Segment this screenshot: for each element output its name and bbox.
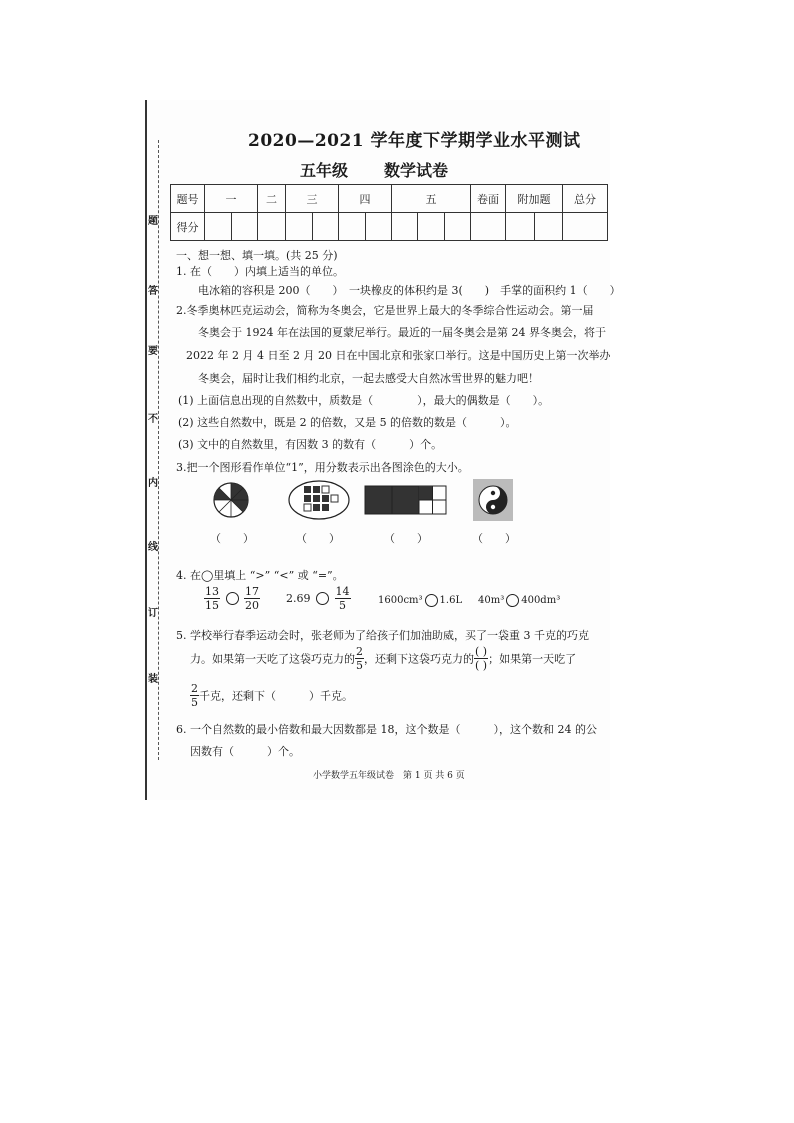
score-cell[interactable] <box>231 213 258 241</box>
binding-char: 不 <box>148 414 158 425</box>
score-table <box>170 184 608 241</box>
score-row <box>171 213 608 241</box>
q1-stem: 1. 在（ ）内填上适当的单位。 <box>176 265 344 278</box>
binding-char: 答 <box>148 286 158 297</box>
score-cell[interactable] <box>444 213 470 241</box>
subject-label: 数学试卷 <box>384 161 449 180</box>
binding-char: 装 <box>148 674 158 685</box>
score-cell[interactable] <box>286 213 313 241</box>
q2-sub1: (1) 上面信息出现的自然数中，质数是（ ），最大的偶数是（ ）。 <box>178 394 550 407</box>
q4-stem: 4. 在◯里填上 “>” “<” 或 “=”。 <box>176 569 344 582</box>
compare-circle[interactable] <box>316 592 329 605</box>
score-header-cell: 附加题 <box>506 185 563 213</box>
fraction: $\frac{14}{5}$ <box>335 585 350 612</box>
binding-char: 题 <box>148 216 158 227</box>
compare-circle[interactable] <box>226 592 239 605</box>
fraction: $\frac{2}{5}$ <box>356 645 363 672</box>
score-cell[interactable] <box>506 213 535 241</box>
fraction: $\frac{2}{5}$ <box>191 682 198 709</box>
q1-line: 电冰箱的容积是 200（ ） 一块橡皮的体积约是 3( ) 手掌的面积约 1（ ） <box>198 284 621 297</box>
binding-char: 订 <box>148 608 158 619</box>
q5-line: 5. 学校举行春季运动会时，张老师为了给孩子们加油助威，买了一袋重 3 千克的巧克 <box>176 629 589 642</box>
yin-yang-figure <box>473 479 513 521</box>
answer-blank[interactable]: （ ） <box>210 532 254 545</box>
fraction: $\frac{13}{15}$ <box>205 585 219 612</box>
q4-item-a <box>204 585 260 612</box>
q5-line: $\frac{2}{5}$ 千克，还剩下（ ）千克。 <box>191 682 353 709</box>
compare-circle[interactable] <box>425 594 438 607</box>
oval-squares-figure <box>287 479 351 521</box>
compare-circle[interactable] <box>506 594 519 607</box>
score-cell[interactable] <box>365 213 392 241</box>
q2-sub2: (2) 这些自然数中，既是 2 的倍数，又是 5 的倍数的数是（ ）。 <box>178 416 517 429</box>
rectangles-figure <box>364 485 448 515</box>
q2-sub3: (3) 文中的自然数里，有因数 3 的数有（ ）个。 <box>178 438 443 451</box>
pie-figure <box>212 481 250 519</box>
fraction-blank[interactable]: $\frac{( )}{( )}$ <box>475 645 488 672</box>
score-cell[interactable] <box>563 213 608 241</box>
binding-char: 线 <box>148 542 158 553</box>
q4-item-d: 40m³ 400dm³ <box>478 595 561 606</box>
score-cell[interactable] <box>534 213 563 241</box>
score-cell[interactable] <box>339 213 366 241</box>
answer-blank[interactable]: （ ） <box>472 532 516 545</box>
score-cell[interactable] <box>418 213 444 241</box>
binding-char: 要 <box>148 346 158 357</box>
score-header-cell: 三 <box>286 185 339 213</box>
score-header-cell: 题号 <box>171 185 205 213</box>
binding-char: 内 <box>148 478 158 489</box>
cut-line <box>158 140 159 760</box>
page-footer: 小学数学五年级试卷 第 1 页 共 6 页 <box>313 771 465 781</box>
q6-line: 6. 一个自然数的最小倍数和最大因数都是 18，这个数是（ ），这个数和 24 的公 <box>176 723 597 736</box>
q2-line: 冬奥会，届时让我们相约北京，一起去感受大自然冰雪世界的魅力吧！ <box>198 372 539 385</box>
score-header-cell: 五 <box>392 185 471 213</box>
score-cell[interactable] <box>471 213 506 241</box>
fraction: $\frac{17}{20}$ <box>245 585 259 612</box>
score-header-row <box>171 185 608 213</box>
score-cell[interactable] <box>205 213 232 241</box>
score-header-cell: 总分 <box>563 185 608 213</box>
exam-subtitle <box>300 158 448 181</box>
score-header-cell: 二 <box>258 185 286 213</box>
score-header-cell: 四 <box>339 185 392 213</box>
binding-line <box>145 100 147 800</box>
score-header-cell: 卷面 <box>471 185 506 213</box>
q3-stem: 3.把一个图形看作单位“1”，用分数表示出各图涂色的大小。 <box>176 461 469 474</box>
q2-line: 2.冬季奥林匹克运动会，简称为冬奥会，它是世界上最大的冬季综合性运动会。第一届 <box>176 304 594 317</box>
q5-line: 力。如果第一天吃了这袋巧克力的 $\frac{2}{5}$ ，还剩下这袋巧克力的 $\frac{( )}{( )}$ ；如果第一天吃了 <box>190 645 577 672</box>
score-header-cell: 一 <box>205 185 258 213</box>
q2-line: 冬奥会于 1924 年在法国的夏蒙尼举行。最近的一届冬奥会是第 24 界冬奥会，将于 <box>198 326 606 339</box>
score-row-label: 得分 <box>171 213 205 241</box>
score-cell[interactable] <box>392 213 418 241</box>
exam-title: 2020—2021 学年度下学期学业水平测试 <box>248 131 581 151</box>
answer-blank[interactable]: （ ） <box>384 532 428 545</box>
answer-blank[interactable]: （ ） <box>296 532 340 545</box>
score-cell[interactable] <box>258 213 286 241</box>
q2-line: 2022 年 2 月 4 日至 2 月 20 日在中国北京和张家口举行。这是中国历史上第一次举办 <box>186 349 611 362</box>
grade-label: 五年级 <box>300 161 349 180</box>
q6-line: 因数有（ ）个。 <box>190 745 300 758</box>
q4-item-c: 1600cm³ 1.6L <box>378 595 463 606</box>
score-cell[interactable] <box>312 213 339 241</box>
section-heading: 一、想一想、填一填。(共 25 分) <box>176 249 338 262</box>
q4-item-b: 2.69 $\frac{14}{5}$ <box>286 585 350 612</box>
